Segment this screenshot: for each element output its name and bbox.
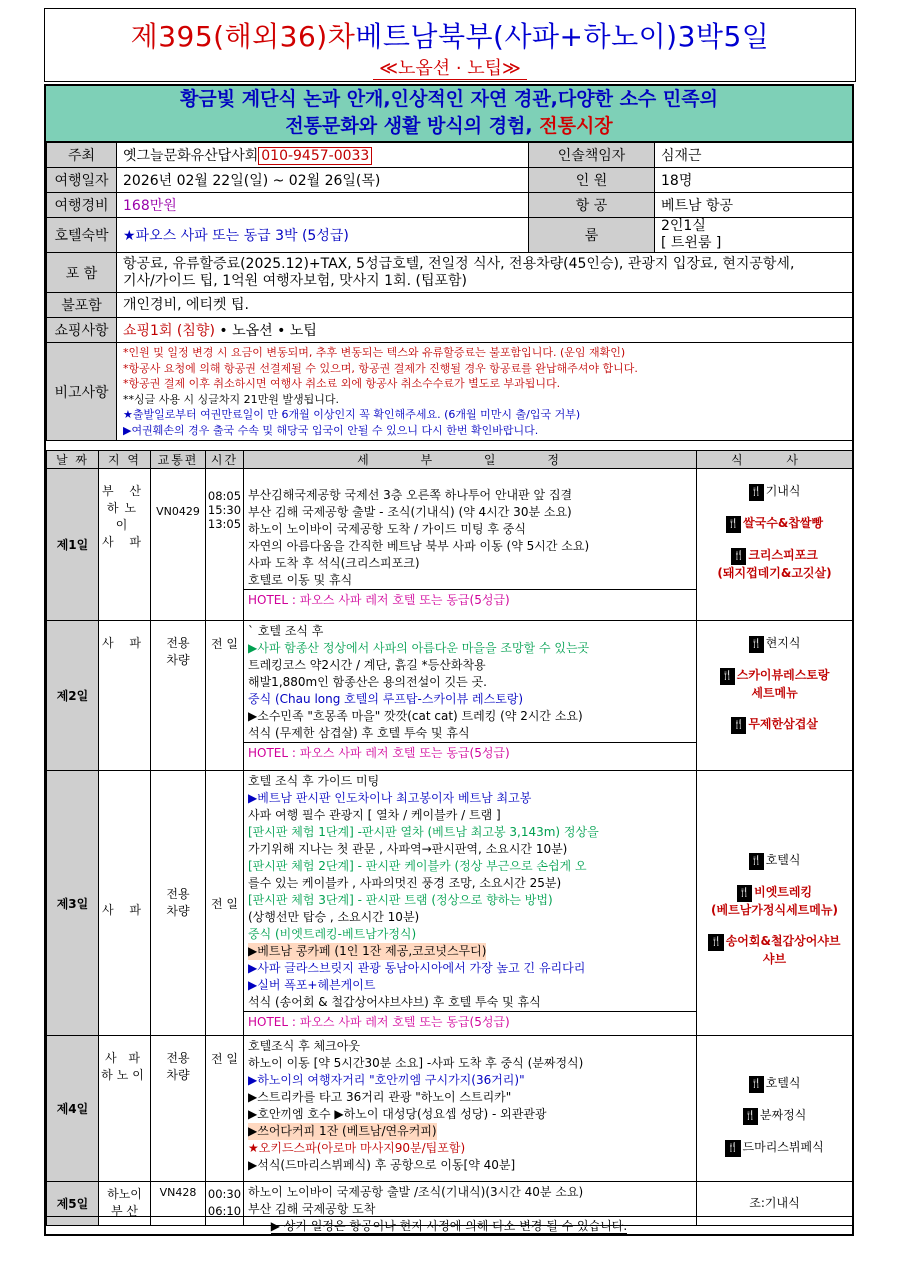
shopping: 쇼핑1회 (침향) • 노옵션 • 노팁 <box>117 318 853 343</box>
cost-label: 여행경비 <box>47 193 117 218</box>
included: 항공료, 유류할증료(2025.12)+TAX, 5성급호텔, 전일정 식사, 전용차량(45인승), 관광지 입장료, 현지공항세, 기사/가이드 팁, 1억원 여행자보험, 맛사지 1회. (팁포함) <box>117 253 853 293</box>
info-table <box>46 142 853 441</box>
phone: 010-9457-0033 <box>258 147 372 165</box>
meal-icon: 🍴 <box>749 853 764 870</box>
room: 2인1실 [ 트윈룸 ] <box>655 218 853 253</box>
meal-icon: 🍴 <box>720 668 735 685</box>
hotel-label: 호텔숙박 <box>47 218 117 253</box>
air-label: 항 공 <box>529 193 655 218</box>
meal-icon: 🍴 <box>726 516 741 533</box>
meal-icon: 🍴 <box>743 1108 758 1125</box>
col-day: 날 짜 <box>47 451 99 469</box>
meal-icon: 🍴 <box>737 885 752 902</box>
dates: 2026년 02월 22일(일) ~ 02월 26일(목) <box>117 168 529 193</box>
meal-icon: 🍴 <box>749 636 764 653</box>
day-row: 제5일 하노이 부 산 VN428 00:30 06:10 하노이 노이바이 국제공항 출발 /조식(기내식)(3시간 40분 소요) 부산 김해 국제공항 도착 조:기내식 <box>47 1182 853 1226</box>
col-transport: 교통편 <box>151 451 206 469</box>
meal-icon: 🍴 <box>708 934 723 951</box>
hotel-line: HOTEL : 파오스 사파 레저 호텔 또는 동급(5성급) <box>244 589 696 611</box>
room-label: 룸 <box>529 218 655 253</box>
meal-icon: 🍴 <box>749 484 764 501</box>
day-row: 제1일 부 산 하노이 사 파 VN0429 08:05 15:30 13:05 부산김해국제공항 국제선 3층 오른쪽 하나투어 안내판 앞 집결 부산 김해 국제공항 출발 - 조식(기내식) (약 4시간 30분 소요) 하노이 노이바이 국제공항 도착 / 가이드 미팅 후 중식 자연의 아름다움을 간직한 베트남 북부 사파 이동 (약 5시간 소요) 사파 도착 후 석식(크리스피포크) 호텔로 이동 및 휴식 HOTEL : 파오스 사파 레저 호텔 또는 동급(5성급) 🍴 기내식 🍴 쌀국수&찹쌀빵 🍴 크리스피포크 (돼지껍데기&고깃살) <box>47 469 853 621</box>
footer-note: ▶ 상기 일정은 항공이나 현지 사정에 의해 다소 변경 될 수 있습니다. <box>46 1216 852 1234</box>
hotel-line: HOTEL : 파오스 사파 레저 호텔 또는 동급(5성급) <box>244 742 696 764</box>
itinerary-sheet <box>44 84 854 1236</box>
day-row: 제3일 사 파 전용 차량 전 일 호텔 조식 후 가이드 미팅 ▶베트남 판시판 인도차이나 최고봉이자 베트남 최고봉 사파 여행 필수 관광지 [ 열차 / 케이블카 / 트램 ] [판시판 체험 1단계] -판시판 열차 (베트남 최고봉 3,143m) 정상을 가기위해 지나는 첫 관문 , 사파역→판시판역, 소요시간 10분) [판시판 체험 2단계] - 판시판 케이블카 (정상 부근으로 손쉽게 오 를수 있는 케이블카 , 사파의멋진 풍경 조망, 소요시간 25분) [판시판 체험 3단계] - 판시판 트램 (정상으로 향하는 방법) (상행선만 탑승 , 소요시간 10분) 중식 (비엣트레킹-베트남가정식) ▶베트남 콩카페 (1인 1잔 제공,코코넛스무디) ▶사파 글라스브릿지 관광 동남아시아에서 가장 높고 긴 유리다리 ▶실버 폭포+헤븐게이트 석식 (송어회 & 철갑상어샤브샤브) 후 호텔 투숙 및 휴식 HOTEL : 파오스 사파 레저 호텔 또는 동급(5성급) 🍴 호텔식 🍴 비엣트레킹 (베트남가정식세트메뉴) 🍴 송어회&철갑상어샤브 샤브 <box>47 771 853 1036</box>
notes: *인원 및 일정 변경 시 요금이 변동되며, 추후 변동되는 텍스와 유류할증료는 불포함입니다. (운임 재확인) *항공사 요청에 의해 항공권 선결제될 수 있으며, 항공권 결제가 진행될 경우 항공료를 완납해주셔야 합니다. *항공권 결제 이후 취소하시면 여행사 취소료 외에 항공사 취소수수료가 별도로 부과됩니다. **싱글 사용 시 싱글차지 21만원 발생됩니다. ★출발일로부터 여권만료일이 만 6개월 이상인지 꼭 확인해주세요. (6개월 미만시 출/입국 거부) ▶여권훼손의 경우 출국 수속 및 해당국 입국이 안될 수 있으니 다시 한번 확인바랍니다. <box>117 343 853 441</box>
cost: 168만원 <box>117 193 529 218</box>
hotel-line: HOTEL : 파오스 사파 레저 호텔 또는 동급(5성급) <box>244 1011 696 1033</box>
organizer: 옛그늘문화유산답사회 010-9457-0033 <box>117 143 529 168</box>
title-box <box>44 8 856 82</box>
meal-icon: 🍴 <box>749 1076 764 1093</box>
people: 18명 <box>655 168 853 193</box>
col-detail: 세 부 일 정 <box>244 451 697 469</box>
included-label: 포 함 <box>47 253 117 293</box>
page-subtitle: ≪노옵션 · 노팁≫ <box>45 54 855 80</box>
col-region: 지 역 <box>99 451 151 469</box>
meal-icon: 🍴 <box>725 1140 740 1157</box>
day-row: 제2일 사 파 전용 차량 전 일 ` 호텔 조식 후 ▶사파 함종산 정상에서 사파의 아름다운 마을을 조망할 수 있는곳 트레킹코스 약2시간 / 계단, 흙길 *등산화착용 해발1,880m인 함종산은 용의전설이 깃든 곳. 중식 (Chau long 호텔의 루프탑-스카이뷰 레스토랑) ▶소수민족 "흐몽족 마을" 깟깟(cat cat) 트레킹 (약 2시간 소요) 석식 (무제한 삼겹살) 후 호텔 투숙 및 휴식 HOTEL : 파오스 사파 레저 호텔 또는 동급(5성급) 🍴 현지식 🍴 스카이뷰레스토랑 세트메뉴 🍴 무제한삼겹살 <box>47 621 853 771</box>
meal-icon: 🍴 <box>731 717 746 734</box>
dates-label: 여행일자 <box>47 168 117 193</box>
excluded: 개인경비, 에티켓 팁. <box>117 293 853 318</box>
organizer-label: 주최 <box>47 143 117 168</box>
page-title: 제395(해외36)차베트남북부(사파+하노이)3박5일 <box>130 20 770 53</box>
meal-icon: 🍴 <box>731 548 746 565</box>
airline: 베트남 항공 <box>655 193 853 218</box>
col-time: 시간 <box>206 451 244 469</box>
leader-label: 인솔책임자 <box>529 143 655 168</box>
leader: 심재근 <box>655 143 853 168</box>
banner: 황금빛 계단식 논과 안개,인상적인 자연 경관,다양한 소수 민족의 전통문화와 생활 방식의 경험, 전통시장 <box>46 86 852 142</box>
col-meal: 식 사 <box>697 451 853 469</box>
hotel: ★파오스 사파 또는 동급 3박 (5성급) <box>117 218 529 253</box>
people-label: 인 원 <box>529 168 655 193</box>
day-row: 제4일 사 파 하노이 전용 차량 전 일 호텔조식 후 체크아웃 하노이 이동 [약 5시간30분 소요] -사파 도착 후 중식 (분짜정식) ▶하노이의 여행자거리 "호안끼엠 구시가지(36거리)" ▶스트리카를 타고 36거리 관광 "하노이 스트리카" ▶호안끼엠 호수 ▶하노이 대성당(성요셉 성당) - 외관관광 ▶쓰어다커피 1잔 (베트남/연유커피) ★오키드스파(아로마 마사지90분/팁포함) ▶석식(드마리스뷔페식) 후 공항으로 이동[약 40분] 🍴 호텔식 🍴 분짜정식 🍴 드마리스뷔페식 <box>47 1036 853 1182</box>
schedule-table <box>46 450 853 1226</box>
excluded-label: 불포함 <box>47 293 117 318</box>
notes-label: 비고사항 <box>47 343 117 441</box>
shopping-label: 쇼핑사항 <box>47 318 117 343</box>
